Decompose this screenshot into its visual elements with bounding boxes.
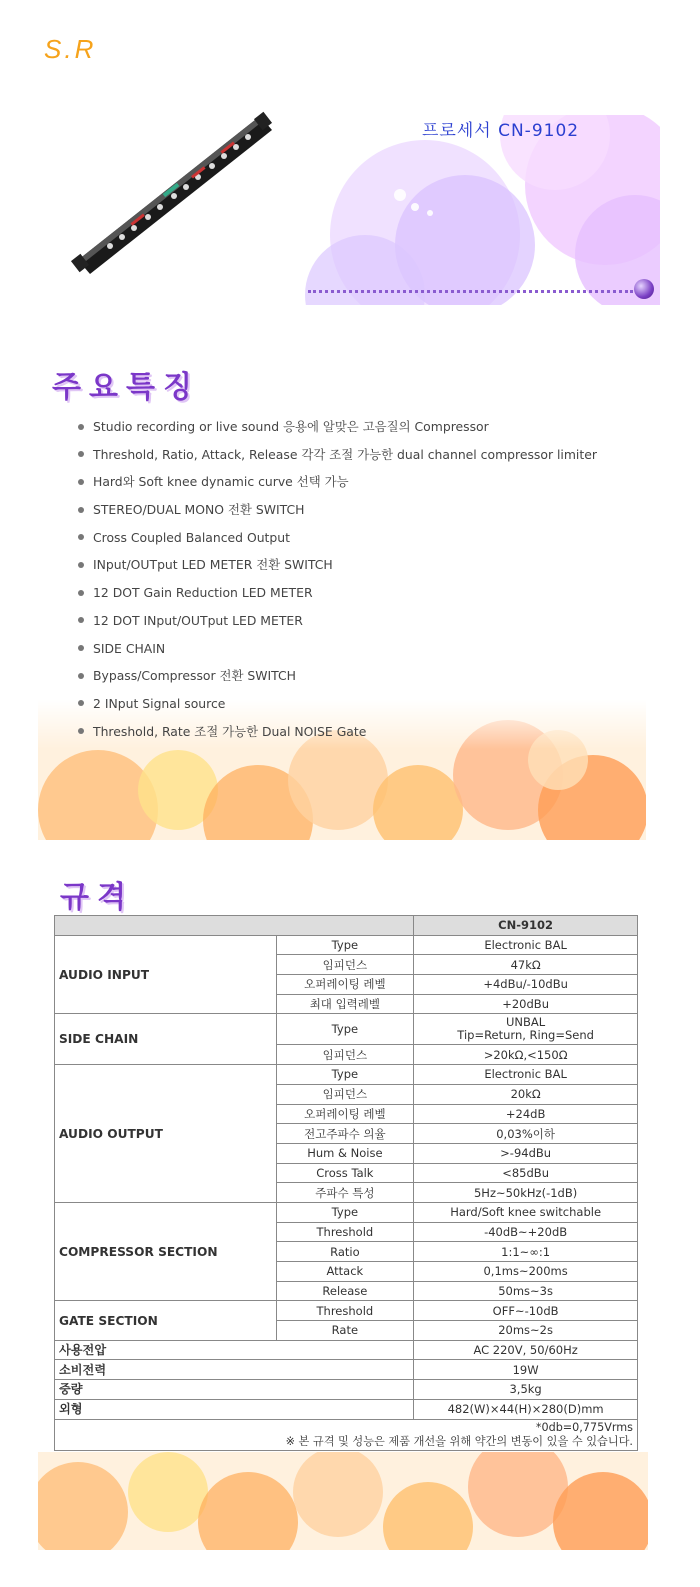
- spec-value: 482(W)×44(H)×280(D)mm: [414, 1399, 638, 1419]
- spec-key: Threshold: [276, 1222, 414, 1242]
- list-item: Studio recording or live sound 응용에 알맞은 고음질의 Compressor: [78, 413, 597, 441]
- features-list: [78, 413, 597, 745]
- spec-key: 임피던스: [276, 955, 414, 975]
- spec-category: GATE SECTION: [55, 1301, 277, 1340]
- spec-table: [54, 915, 638, 1451]
- spec-value: 5Hz~50kHz(-1dB): [414, 1183, 638, 1203]
- spec-key: 최대 입력레벨: [276, 994, 414, 1014]
- spec-value-line: UNBAL: [506, 1015, 546, 1030]
- spec-key: Type: [276, 1065, 414, 1085]
- spec-note: [55, 1419, 638, 1450]
- spec-model-header: CN-9102: [414, 916, 638, 936]
- spec-key: Rate: [276, 1321, 414, 1341]
- spec-key: 주파수 특성: [276, 1183, 414, 1203]
- list-item: STEREO/DUAL MONO 전환 SWITCH: [78, 496, 597, 524]
- spec-key: 오퍼레이팅 레벨: [276, 1104, 414, 1124]
- spec-category: 사용전압: [55, 1340, 414, 1360]
- spec-key: Type: [276, 1014, 414, 1045]
- dotted-divider: [308, 290, 633, 293]
- spec-key: Attack: [276, 1262, 414, 1282]
- spec-key: Hum & Noise: [276, 1143, 414, 1163]
- spec-value: 3,5kg: [414, 1380, 638, 1400]
- spec-value: AC 220V, 50/60Hz: [414, 1340, 638, 1360]
- list-item: INput/OUTput LED METER 전환 SWITCH: [78, 551, 597, 579]
- spec-value: +4dBu/-10dBu: [414, 975, 638, 995]
- list-item: Cross Coupled Balanced Output: [78, 524, 597, 552]
- spec-key: Threshold: [276, 1301, 414, 1321]
- list-item: Threshold, Rate 조절 가능한 Dual NOISE Gate: [78, 718, 597, 746]
- product-title: 프로세서 CN-9102: [422, 121, 580, 141]
- spec-key: 전고주파수 의율: [276, 1124, 414, 1144]
- spec-value: 20ms~2s: [414, 1321, 638, 1341]
- spec-value: 19W: [414, 1360, 638, 1380]
- spec-category: SIDE CHAIN: [55, 1014, 277, 1065]
- list-item: Threshold, Ratio, Attack, Release 각각 조절 가능한 dual channel compressor limiter: [78, 441, 597, 469]
- spec-key: 임피던스: [276, 1045, 414, 1065]
- spec-key: Release: [276, 1281, 414, 1301]
- spec-value: +24dB: [414, 1104, 638, 1124]
- brand-logo: S.R: [44, 34, 97, 64]
- spec-category: AUDIO OUTPUT: [55, 1065, 277, 1203]
- list-item: 2 INput Signal source: [78, 690, 597, 718]
- list-item: 12 DOT INput/OUTput LED METER: [78, 607, 597, 635]
- spec-value: 47kΩ: [414, 955, 638, 975]
- spec-value: <85dBu: [414, 1163, 638, 1183]
- spec-value: >-94dBu: [414, 1143, 638, 1163]
- spec-key: Type: [276, 935, 414, 955]
- spec-value: OFF~-10dB: [414, 1301, 638, 1321]
- list-item: Bypass/Compressor 전환 SWITCH: [78, 662, 597, 690]
- features-title: 주요특징: [52, 370, 200, 405]
- spec-key: Ratio: [276, 1242, 414, 1262]
- spec-key: 오퍼레이팅 레벨: [276, 975, 414, 995]
- spec-value: +20dBu: [414, 994, 638, 1014]
- spec-value: -40dB~+20dB: [414, 1222, 638, 1242]
- spec-value-line: Tip=Return, Ring=Send: [457, 1028, 594, 1043]
- list-item: SIDE CHAIN: [78, 635, 597, 663]
- spec-key: Type: [276, 1202, 414, 1222]
- orange-bubbles-bg-2: [38, 1452, 648, 1550]
- spec-category: 소비전력: [55, 1360, 414, 1380]
- spec-note-line: *0db=0,775Vrms: [535, 1420, 633, 1434]
- purple-ball-icon: [634, 279, 654, 299]
- spec-value: [414, 1014, 638, 1045]
- spec-value: >20kΩ,<150Ω: [414, 1045, 638, 1065]
- spec-note-line: ※ 본 규격 및 성능은 제품 개선을 위해 약간의 변동이 있을 수 있습니다.: [285, 1434, 633, 1448]
- spec-header-blank: [55, 916, 414, 936]
- spec-value: 0,03%이하: [414, 1124, 638, 1144]
- spec-key: 임피던스: [276, 1084, 414, 1104]
- product-image: [70, 110, 280, 280]
- spec-category: AUDIO INPUT: [55, 935, 277, 1014]
- spec-value: Electronic BAL: [414, 935, 638, 955]
- spec-title: 규격: [60, 880, 134, 915]
- spec-key: Cross Talk: [276, 1163, 414, 1183]
- spec-value: Electronic BAL: [414, 1065, 638, 1085]
- spec-category: 외형: [55, 1399, 414, 1419]
- spec-value: 1:1~∞:1: [414, 1242, 638, 1262]
- spec-category: 중량: [55, 1380, 414, 1400]
- spec-category: COMPRESSOR SECTION: [55, 1202, 277, 1300]
- spec-value: 50ms~3s: [414, 1281, 638, 1301]
- list-item: Hard와 Soft knee dynamic curve 선택 가능: [78, 468, 597, 496]
- spec-value: 0,1ms~200ms: [414, 1262, 638, 1282]
- spec-value: 20kΩ: [414, 1084, 638, 1104]
- list-item: 12 DOT Gain Reduction LED METER: [78, 579, 597, 607]
- spec-value: Hard/Soft knee switchable: [414, 1202, 638, 1222]
